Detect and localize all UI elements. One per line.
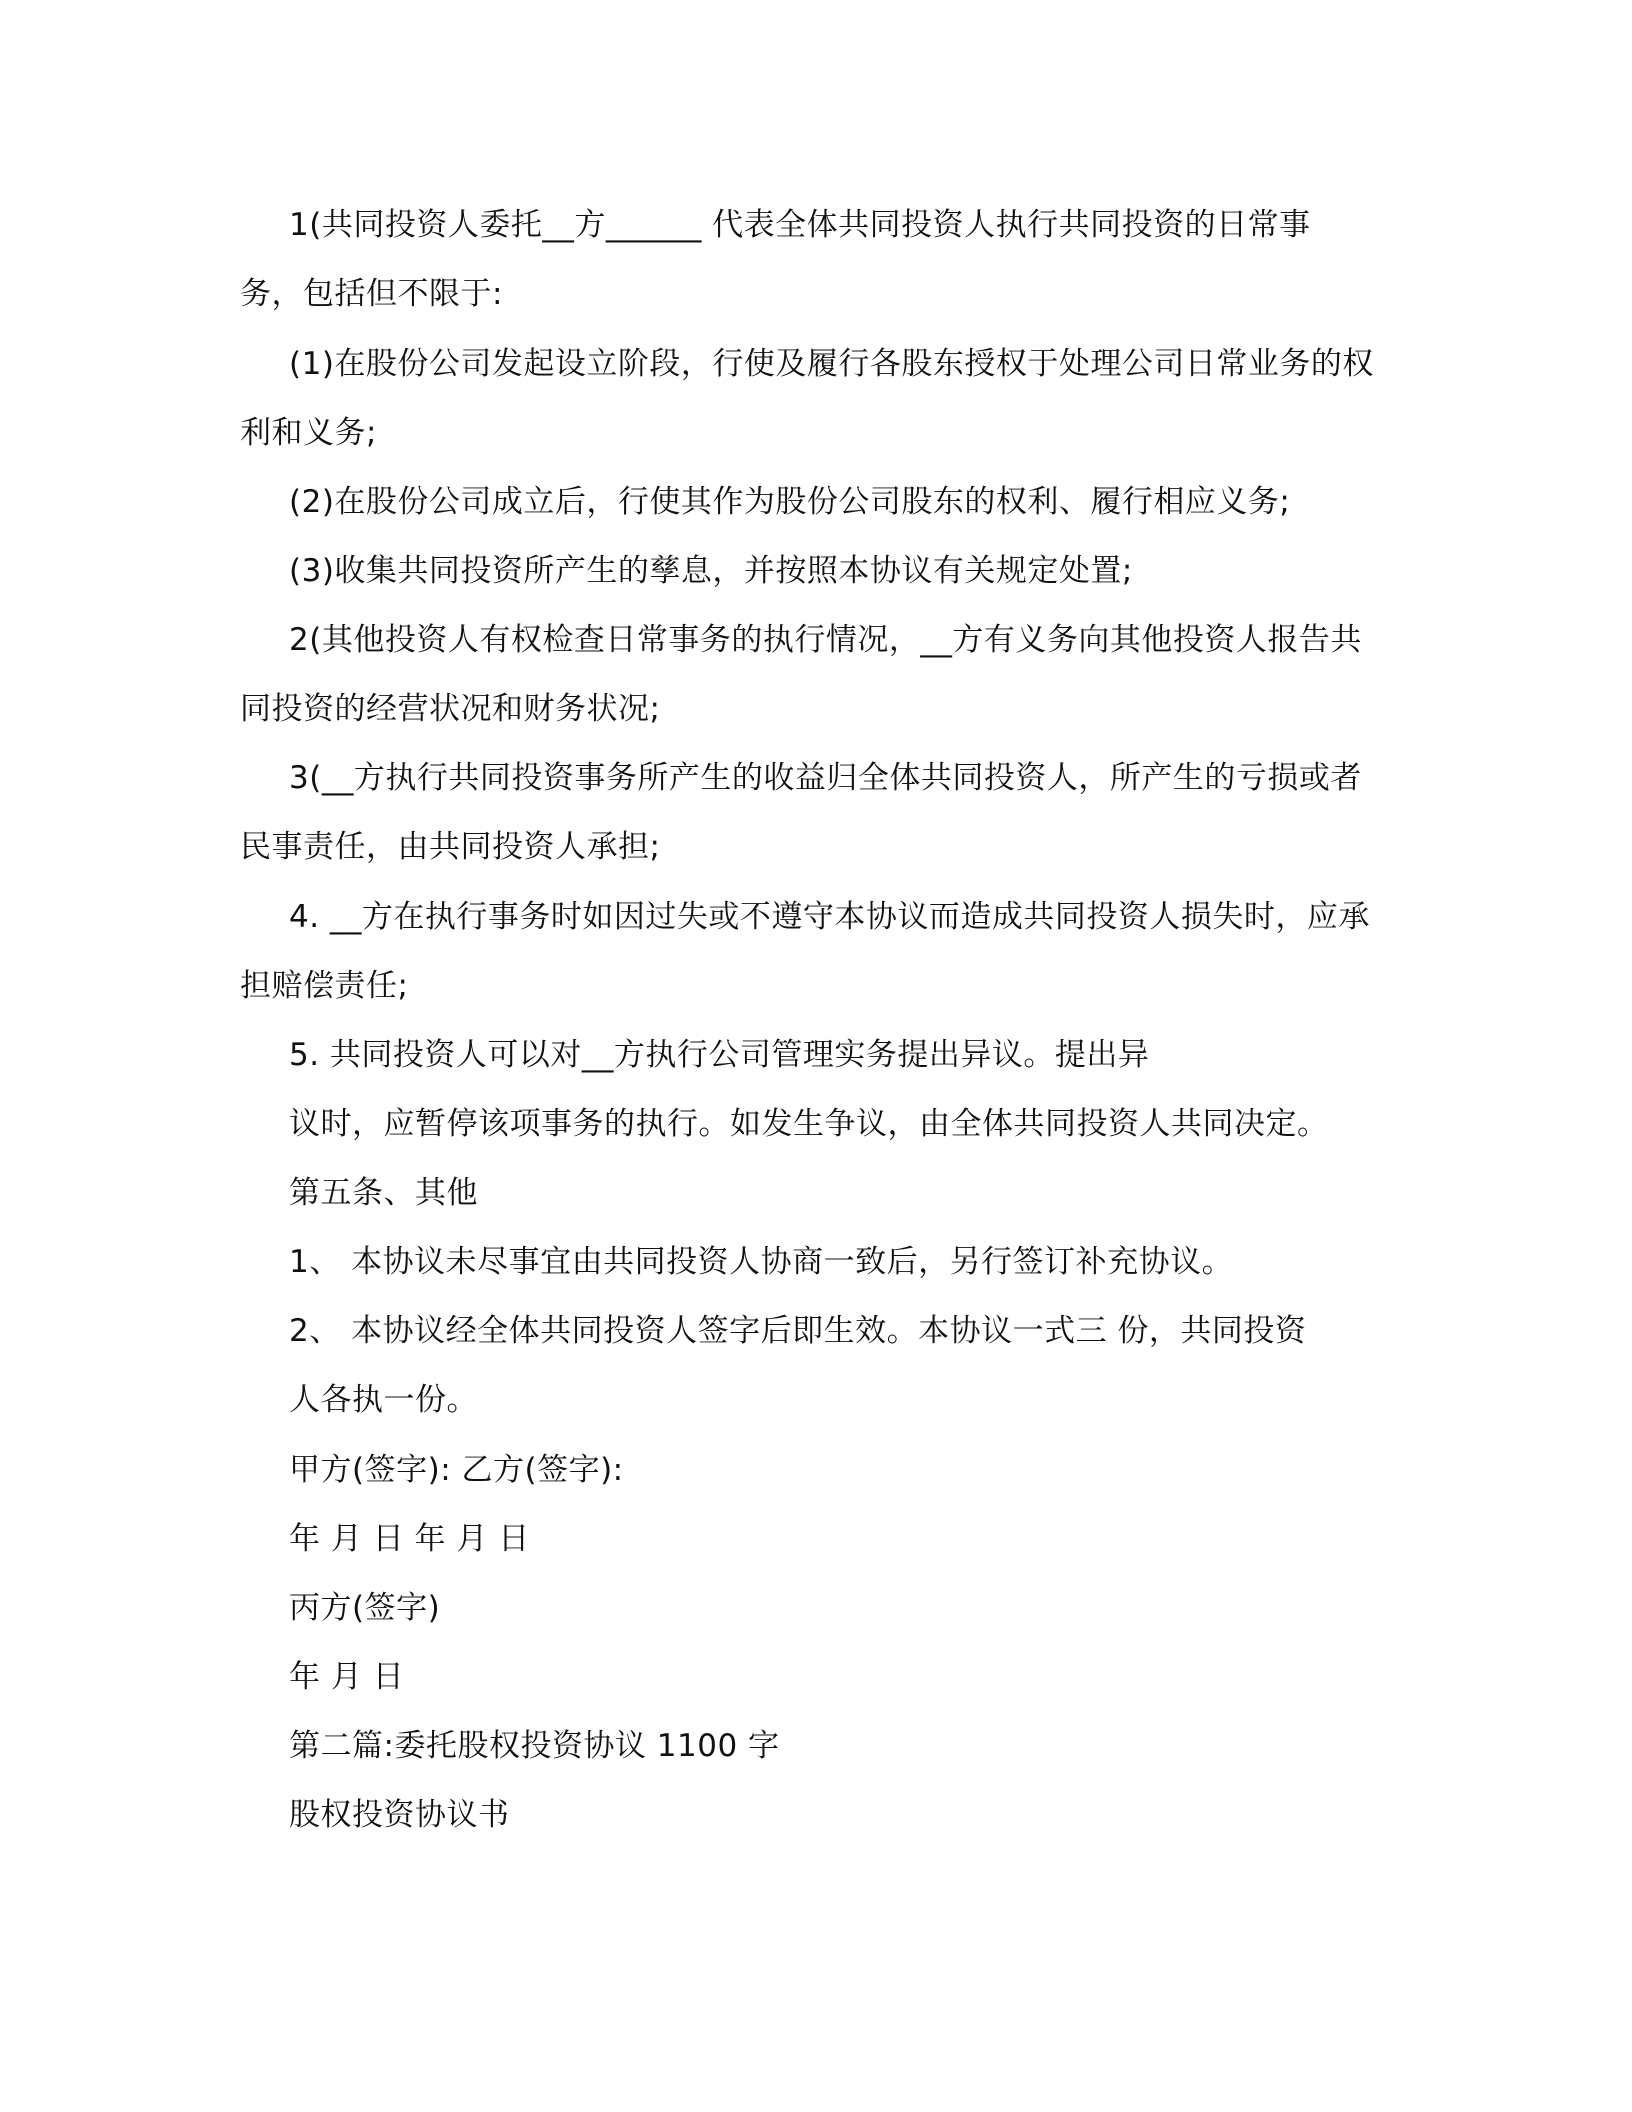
text-line-1: 1(共同投资人委托__方______ 代表全体共同投资人执行共同投资的日常事 — [289, 207, 1311, 243]
signature-line-c: 丙方(签字) — [289, 1590, 441, 1626]
text-line-13: 5. 共同投资人可以对__方执行公司管理实务提出异议。提出异 — [289, 1037, 1150, 1073]
text-line-12: 担赔偿责任; — [240, 968, 409, 1004]
signature-line-ab: 甲方(签字): 乙方(签字): — [289, 1452, 624, 1488]
text-line-6: (3)收集共同投资所产生的孳息，并按照本协议有关规定处置; — [289, 553, 1133, 589]
chapter-title: 第二篇:委托股权投资协议 1100 字 — [289, 1728, 780, 1764]
text-line-5: (2)在股份公司成立后，行使其作为股份公司股东的权利、履行相应义务; — [289, 484, 1291, 520]
date-line-ab: 年 月 日 年 月 日 — [289, 1521, 530, 1557]
text-line-10: 民事责任，由共同投资人承担; — [240, 829, 661, 865]
text-line-18: 人各执一份。 — [289, 1382, 478, 1418]
text-line-2: 务，包括但不限于: — [240, 276, 503, 312]
text-line-17: 2、 本协议经全体共同投资人签字后即生效。本协议一式三 份，共同投资 — [289, 1313, 1307, 1349]
text-line-16: 1、 本协议未尽事宜由共同投资人协商一致后，另行签订补充协议。 — [289, 1244, 1234, 1280]
text-line-8: 同投资的经营状况和财务状况; — [240, 691, 661, 727]
section-heading: 第五条、其他 — [289, 1175, 478, 1211]
text-line-9: 3(__方执行共同投资事务所产生的收益归全体共同投资人，所产生的亏损或者 — [289, 760, 1362, 796]
text-line-4: 利和义务; — [240, 415, 377, 451]
document-title: 股权投资协议书 — [289, 1797, 510, 1833]
text-line-7: 2(其他投资人有权检查日常事务的执行情况，__方有义务向其他投资人报告共 — [289, 622, 1362, 658]
text-line-11: 4. __方在执行事务时如因过失或不遵守本协议而造成共同投资人损失时，应承 — [289, 899, 1370, 935]
text-line-14: 议时，应暂停该项事务的执行。如发生争议，由全体共同投资人共同决定。 — [289, 1106, 1329, 1142]
date-line-c: 年 月 日 — [289, 1659, 405, 1695]
text-line-3: (1)在股份公司发起设立阶段，行使及履行各股东授权于处理公司日常业务的权 — [289, 346, 1374, 382]
